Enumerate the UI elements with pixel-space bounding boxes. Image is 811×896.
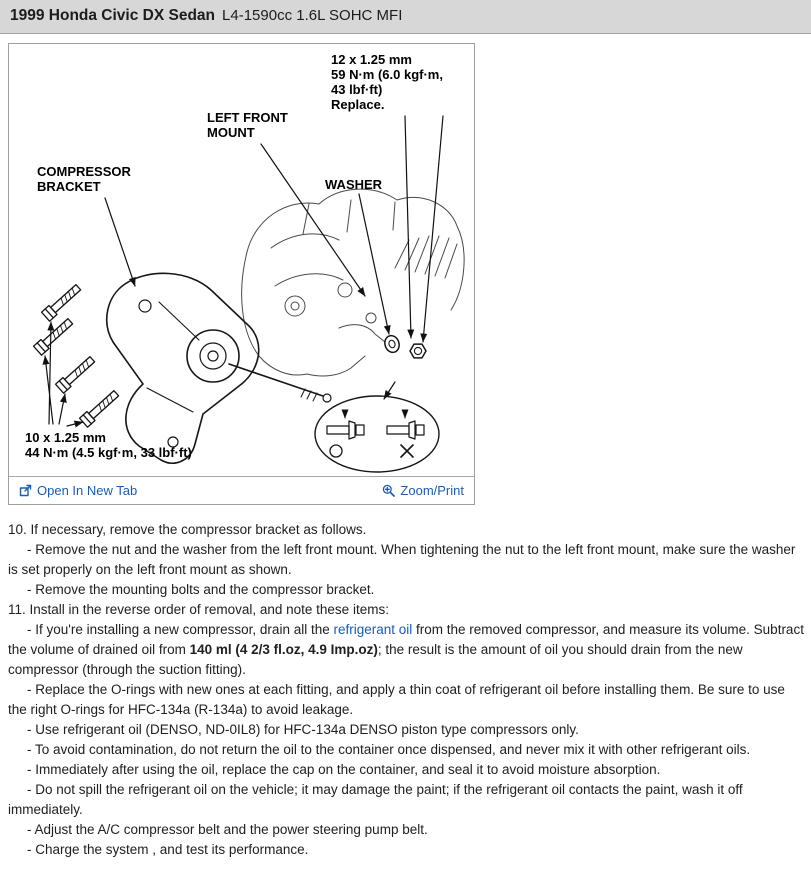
label-bolt-12mm <box>331 52 443 112</box>
label-line: 43 lbf·ft) <box>331 82 383 97</box>
step-10-title: 10. If necessary, remove the compressor bracket as follows. <box>8 522 367 537</box>
step-11-title: 11. Install in the reverse order of removal, and note these items: <box>8 602 389 617</box>
label-line: COMPRESSOR <box>37 164 131 179</box>
callout-arrows <box>45 116 443 426</box>
label-left-front-mount <box>207 110 288 140</box>
figure-toolbar <box>9 476 474 504</box>
label-compressor-bracket <box>37 164 131 194</box>
mounting-bolts <box>34 283 121 427</box>
zoom-icon <box>382 484 395 497</box>
step-11-bullet-3: - Use refrigerant oil (DENSO, ND-0IL8) for HFC-134a DENSO piston type compressors only. <box>27 722 579 737</box>
step-11-bullet-5: - Immediately after using the oil, replace the cap on the container, and seal it to avoid moisture absorption. <box>27 762 661 777</box>
step-11-bullet-1 <box>8 620 805 680</box>
open-in-new-tab-label: Open In New Tab <box>37 483 138 498</box>
label-line: MOUNT <box>207 125 255 140</box>
label-line: BRACKET <box>37 179 101 194</box>
page-title: 1999 Honda Civic DX Sedan <box>10 7 216 24</box>
washer-orientation-inset <box>315 396 439 472</box>
step-11-bullet-6: - Do not spill the refrigerant oil on the vehicle; it may damage the paint; if the refrigerant oil contacts the paint, wash it off immediately. <box>8 782 743 817</box>
label-bolt-10mm <box>25 430 192 460</box>
label-line: 12 x 1.25 mm <box>331 52 412 67</box>
label-line: Replace. <box>331 97 385 112</box>
step-11-bullet-8: - Charge the system , and test its performance. <box>27 842 309 857</box>
label-line: 10 x 1.25 mm <box>25 430 106 445</box>
step-11-bullet-4: - To avoid contamination, do not return the oil to the container once dispensed, and never mix it with other refrigerant oils. <box>27 742 751 757</box>
label-washer <box>325 177 382 192</box>
page-subtitle: L4-1590cc 1.6L SOHC MFI <box>222 7 403 24</box>
step-11-bullet-7: - Adjust the A/C compressor belt and the power steering pump belt. <box>27 822 428 837</box>
step-11-bullet-2: - Replace the O-rings with new ones at each fitting, and apply a thin coat of refrigerant oil before installing them. Be sure to use the right O-rings for HFC-134a (R-134a) to avoid leakage. <box>8 682 785 717</box>
label-line: LEFT FRONT <box>207 110 288 125</box>
label-line: 44 N·m (4.5 kgf·m, 33 lbf·ft) <box>25 445 192 460</box>
oil-volume-value: 140 ml (4 2/3 fl.oz, 4.9 Imp.oz) <box>189 642 378 657</box>
label-line: 59 N·m (6.0 kgf·m, <box>331 67 443 82</box>
washer-and-nut <box>383 334 426 358</box>
bullet-text: - If you're installing a new compressor, drain all the <box>27 622 334 637</box>
step-10-bullet-2: - Remove the mounting bolts and the compressor bracket. <box>27 582 375 597</box>
instructions <box>8 520 805 860</box>
open-in-new-tab-icon <box>19 484 32 497</box>
label-line: WASHER <box>325 177 383 192</box>
content <box>0 34 811 870</box>
step-10-bullet-1: - Remove the nut and the washer from the left front mount. When tightening the nut to the left front mount, make sure the washer is set properly on the left front mount as shown. <box>8 542 796 577</box>
bullet-text: ; the result is the amount of oil you should drain from the new compressor (through the suction fitting). <box>8 642 743 677</box>
zoom-print-link[interactable] <box>382 483 464 498</box>
diagram-panel <box>8 43 475 505</box>
compressor-bracket-figure <box>9 44 474 476</box>
engine-block-sketch <box>242 189 464 376</box>
refrigerant-oil-link[interactable]: refrigerant oil <box>333 622 413 637</box>
bullet-text: from the removed compressor, and measure its volume. Subtract the volume of drained oil from <box>8 622 804 657</box>
open-in-new-tab-link[interactable] <box>19 483 137 498</box>
title-bar <box>0 0 811 34</box>
zoom-print-label: Zoom/Print <box>400 483 464 498</box>
